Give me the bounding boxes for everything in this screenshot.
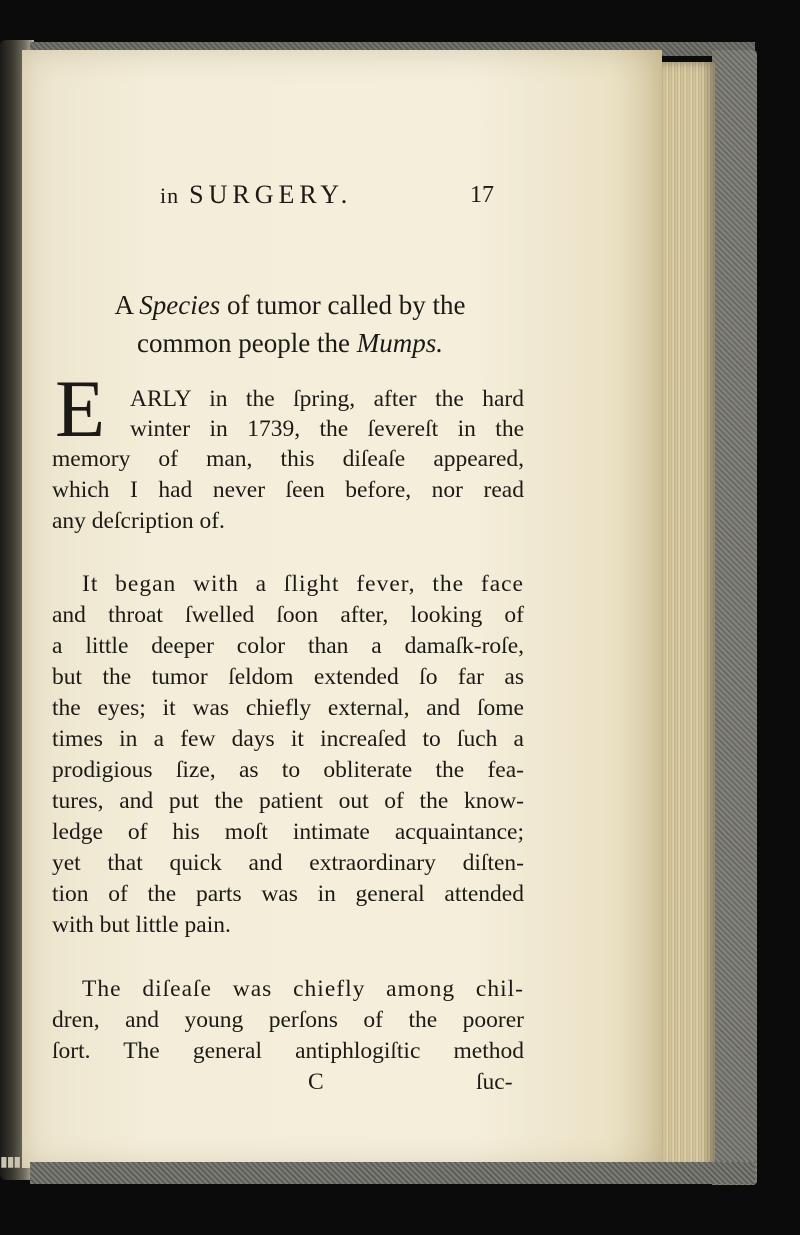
signature-mark: C (308, 1069, 324, 1095)
drop-cap: E (55, 363, 106, 454)
running-head (160, 180, 352, 210)
running-head-title: SURGERY. (189, 180, 353, 209)
paragraph-3-line-2: dren, and young perſons of the poorer (52, 1007, 524, 1033)
title-line2-pre: common people the (137, 328, 350, 358)
section-title (60, 286, 520, 362)
paragraph-2-line-8: tures, and put the patient out of the know- (52, 788, 524, 814)
paragraph-2-line-3: a little deeper color than a damaſk-roſe, (52, 633, 524, 659)
paragraph-2-line-1: It began with a ſlight fever, the face (82, 571, 524, 597)
paragraph-2-line-6: times in a few days it increaſed to ſuch a (52, 726, 524, 752)
paragraph-1-line-2: winter in 1739, the ſevereſt in the (130, 416, 524, 442)
paragraph-2-line-7: prodigious ſize, as to obliterate the fea- (52, 757, 524, 783)
running-head-prefix: in (160, 183, 180, 208)
paragraph-2-line-2: and throat ſwelled ſoon after, looking of (52, 602, 524, 628)
title-line1-post: of tumor called by the (227, 290, 466, 320)
paragraph-1-line-4: which I had never ſeen before, nor read (52, 477, 524, 503)
corner-ornament-icon: ▮▮▮ (0, 1155, 21, 1170)
book-cover-bottom (30, 1162, 755, 1184)
title-line1-pre: A (114, 290, 133, 320)
paragraph-2-line-11: tion of the parts was in general attended (52, 881, 524, 907)
catchword: ſuc- (476, 1069, 513, 1095)
title-line1-italic: Species (139, 290, 221, 320)
book-cover-right (712, 50, 757, 1185)
paragraph-2-line-12: with but little pain. (52, 912, 231, 938)
paragraph-1-line-1: ARLY in the ſpring, after the hard (130, 386, 524, 412)
page (22, 50, 662, 1168)
paragraph-2-line-4: but the tumor ſeldom extended ſo far as (52, 664, 524, 690)
paragraph-3-line-1: The diſeaſe was chiefly among chil- (82, 976, 524, 1002)
paragraph-2-line-5: the eyes; it was chiefly external, and ſome (52, 695, 524, 721)
paragraph-2-line-10: yet that quick and extraordinary diſten- (52, 850, 524, 876)
paragraph-1-line-5: any deſcription of. (52, 508, 225, 534)
title-line2-italic: Mumps. (356, 328, 443, 358)
paragraph-3-line-3: ſort. The general antiphlogiſtic method (52, 1038, 524, 1064)
paragraph-2-line-9: ledge of his moſt intimate acquaintance; (52, 819, 524, 845)
page-number: 17 (470, 182, 494, 208)
paragraph-1-line-3: memory of man, this diſeaſe appeared, (52, 446, 524, 472)
